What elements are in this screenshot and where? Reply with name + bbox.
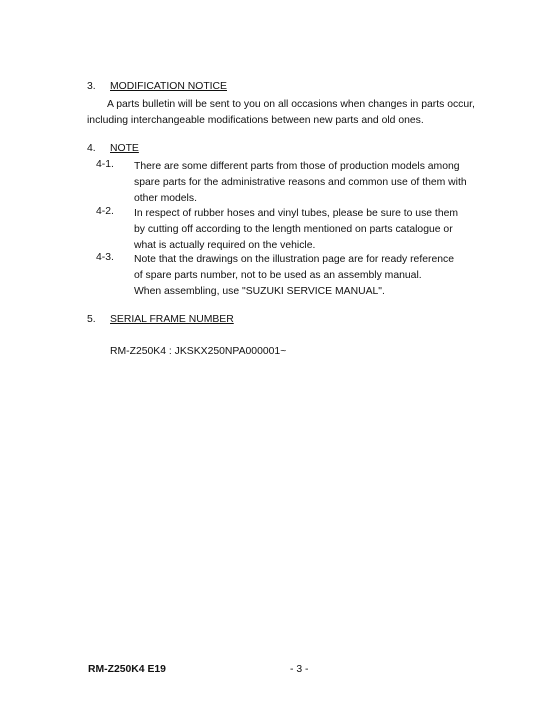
serial-frame-number-value: RM-Z250K4 : JKSKX250NPA000001~	[110, 346, 287, 357]
section-number: 5.	[87, 314, 96, 325]
section-number: 4.	[87, 143, 96, 154]
paragraph-line: including interchangeable modifications between new parts and old ones.	[87, 115, 424, 126]
section-title: SERIAL FRAME NUMBER	[110, 314, 234, 325]
footer-page-number: - 3 -	[290, 664, 309, 675]
note-item-number: 4-3.	[96, 252, 114, 263]
note-item-number: 4-2.	[96, 206, 114, 217]
note-item-number: 4-1.	[96, 159, 114, 170]
footer-model-code: RM-Z250K4 E19	[88, 664, 166, 675]
note-item-text: Note that the drawings on the illustration page are for ready reference of spare parts number, not to be used as an assembly manual. When assembling, use "SUZUKI SERVICE MANUAL".	[134, 254, 454, 297]
note-item-text: There are some different parts from those of production models among spare parts for the administrative reasons and common use of them with other models.	[134, 161, 467, 204]
section-number: 3.	[87, 81, 96, 92]
section-title: MODIFICATION NOTICE	[110, 81, 227, 92]
section-heading-note	[87, 143, 139, 154]
section-title: NOTE	[110, 143, 139, 154]
paragraph-line: A parts bulletin will be sent to you on all occasions when changes in parts occur,	[107, 99, 475, 110]
section-heading-modification-notice	[87, 81, 227, 92]
note-item-text: In respect of rubber hoses and vinyl tubes, please be sure to use them by cutting off according to the length mentioned on parts catalogue or what is actually required on the vehicle.	[134, 208, 459, 251]
section-heading-serial-frame-number	[87, 314, 234, 325]
modification-notice-paragraph	[87, 97, 497, 129]
